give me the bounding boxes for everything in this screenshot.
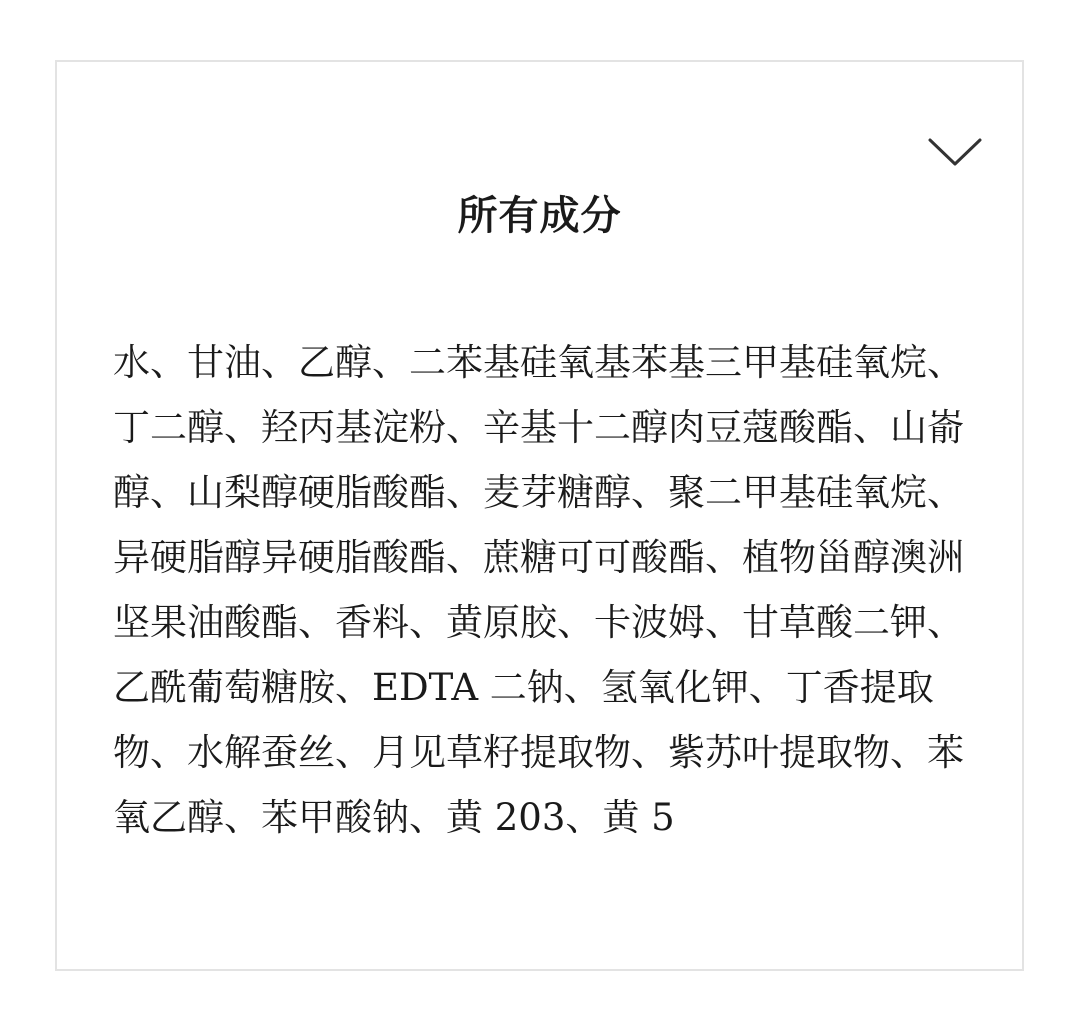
- ingredients-panel: [55, 60, 1024, 971]
- ingredients-list-text: 水、甘油、乙醇、二苯基硅氧基苯基三甲基硅氧烷、丁二醇、羟丙基淀粉、辛基十二醇肉豆蔻酸酯、山嵛醇、山梨醇硬脂酸酯、麦芽糖醇、聚二甲基硅氧烷、异硬脂醇异硬脂酸酯、蔗糖可可酸酯、植物甾醇澳洲坚果油酸酯、香料、黄原胶、卡波姆、甘草酸二钾、乙酰葡萄糖胺、EDTA 二钠、氢氧化钾、丁香提取物、水解蚕丝、月见草籽提取物、紫苏叶提取物、苯氧乙醇、苯甲酸钠、黄 203、黄 5: [113, 341, 964, 839]
- ingredients-panel-header[interactable]: [57, 62, 1022, 262]
- panel-title: 所有成分: [457, 192, 622, 239]
- chevron-down-icon[interactable]: [927, 134, 983, 170]
